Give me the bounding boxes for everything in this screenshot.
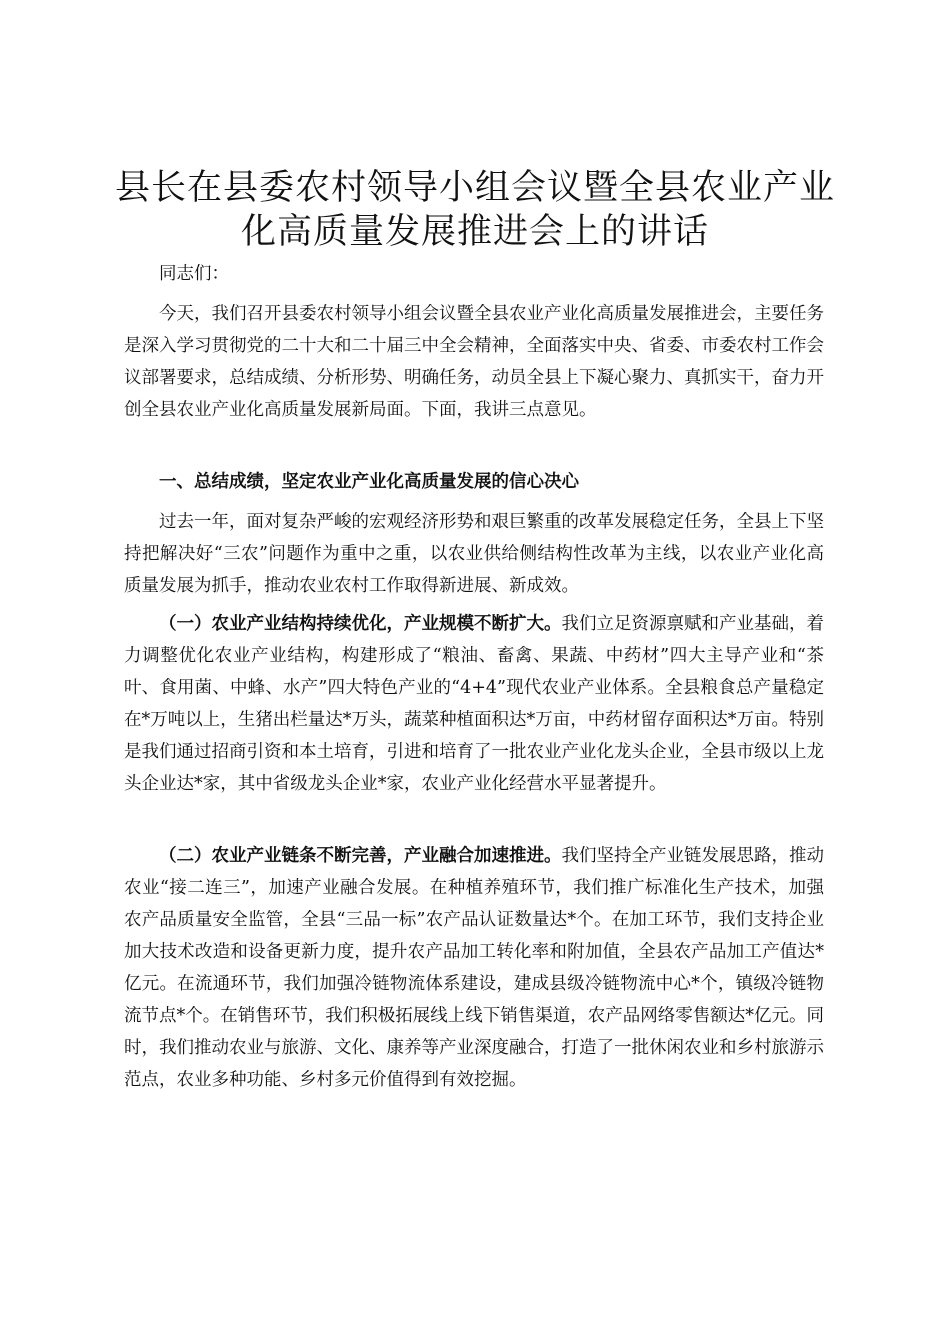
section-1-heading: 一、总结成绩，坚定农业产业化高质量发展的信心决心 xyxy=(159,472,579,492)
section-1-paragraph: 过去一年，面对复杂严峻的宏观经济形势和艰巨繁重的改革发展稳定任务，全县上下坚持把解决好“三农”问题作为重中之重，以农业供给侧结构性改革为主线，以农业产业化高质量发展为抓手，推动农业农村工作取得新进展、新成效。 xyxy=(124,512,824,596)
title-line-1: 县长在县委农村领导小组会议暨全县农业产业 xyxy=(114,168,835,208)
subsection-1-body: 我们立足资源禀赋和产业基础，着力调整优化农业产业结构，构建形成了“粮油、畜禽、果蔬、中药材”四大主导产业和“茶叶、食用菌、中蜂、水产”四大特色产业的“4+4”现代农业产业体系。全县粮食总产量稳定在*万吨以上，生猪出栏量达*万头，蔬菜种植面积达*万亩，中药材留存面积达*万亩。特别是我们通过招商引资和本土培育，引进和培育了一批农业产业化龙头企业，全县市级以上龙头企业达*家，其中省级龙头企业*家，农业产业化经营水平显著提升。 xyxy=(124,614,824,794)
subsection-1-lead: （一）农业产业结构持续优化，产业规模不断扩大。 xyxy=(159,614,562,634)
subsection-2-lead: （二）农业产业链条不断完善，产业融合加速推进。 xyxy=(159,846,562,866)
subsection-2-body: 我们坚持全产业链发展思路，推动农业“接二连三”，加速产业融合发展。在种植养殖环节，我们推广标准化生产技术，加强农产品质量安全监管，全县“三品一标”农产品认证数量达*个。在加工环节，我们支持企业加大技术改造和设备更新力度，提升农产品加工转化率和附加值，全县农产品加工产值达*亿元。在流通环节，我们加强冷链物流体系建设，建成县级冷链物流中心*个，镇级冷链物流节点*个。在销售环节，我们积极拓展线上线下销售渠道，农产品网络零售额达*亿元。同时，我们推动农业与旅游、文化、康养等产业深度融合，打造了一批休闲农业和乡村旅游示范点，农业多种功能、乡村多元价值得到有效挖掘。 xyxy=(124,846,824,1090)
intro-paragraph: 今天，我们召开县委农村领导小组会议暨全县农业产业化高质量发展推进会，主要任务是深入学习贯彻党的二十大和二十届三中全会精神，全面落实中央、省委、市委农村工作会议部署要求，总结成绩、分析形势、明确任务，动员全县上下凝心聚力、真抓实干，奋力开创全县农业产业化高质量发展新局面。下面，我讲三点意见。 xyxy=(124,304,824,420)
title-line-2: 化高质量发展推进会上的讲话 xyxy=(240,212,709,252)
subsection-1-paragraph xyxy=(124,608,824,800)
salutation: 同志们： xyxy=(159,264,229,284)
document-title xyxy=(110,166,840,254)
subsection-2-paragraph xyxy=(124,840,824,1096)
